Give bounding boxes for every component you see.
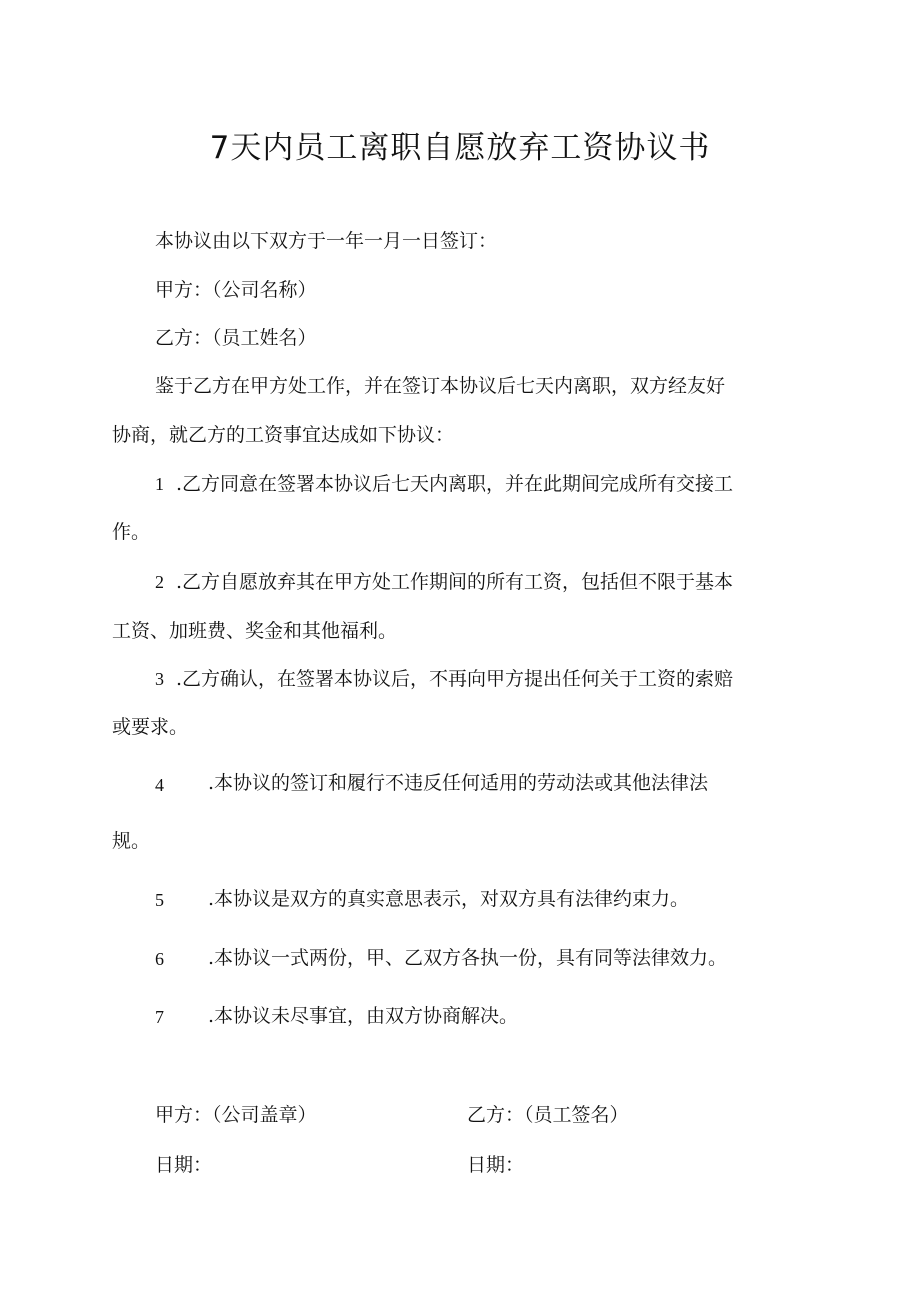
- signature-party-a: 甲方：（公司盖章）: [155, 1104, 317, 1126]
- date-party-b: 日期：: [467, 1154, 525, 1176]
- clause-text: .本协议的签订和履行不违反任何适用的劳动法或其他法律法: [208, 772, 709, 794]
- preamble-line-2: 协商，就乙方的工资事宜达成如下协议：: [112, 424, 455, 446]
- clause-number: 7: [155, 1007, 164, 1027]
- clause-number: 1: [155, 474, 164, 494]
- clause-text: .乙方同意在签署本协议后七天内离职，并在此期间完成所有交接工: [176, 473, 734, 495]
- clause-text-continued: 作。: [112, 521, 151, 543]
- clause-text-continued: 或要求。: [112, 716, 189, 738]
- clause-text: .乙方确认，在签署本协议后，不再向甲方提出任何关于工资的索赔: [176, 668, 734, 690]
- date-party-a: 日期：: [155, 1154, 213, 1176]
- clause-number: 2: [155, 572, 164, 592]
- clause-text: .本协议一式两份，甲、乙双方各执一份，具有同等法律效力。: [208, 947, 728, 969]
- clause-number: 4: [155, 775, 164, 795]
- clause-text: .乙方自愿放弃其在甲方处工作期间的所有工资，包括但不限于基本: [176, 571, 734, 593]
- preamble-line-1: 鉴于乙方在甲方处工作，并在签订本协议后七天内离职，双方经友好: [155, 375, 726, 397]
- clause-text-continued: 规。: [112, 830, 151, 852]
- clause-text-continued: 工资、加班费、奖金和其他福利。: [112, 620, 398, 642]
- party-a-line: 甲方：（公司名称）: [155, 279, 317, 301]
- party-b-line: 乙方：（员工姓名）: [155, 327, 317, 349]
- clause-number: 6: [155, 949, 164, 969]
- intro-text: 本协议由以下双方于一年一月一日签订：: [155, 230, 498, 252]
- clause-text: .本协议是双方的真实意思表示，对双方具有法律约束力。: [208, 888, 690, 910]
- signature-party-b: 乙方：（员工签名）: [467, 1104, 629, 1126]
- clause-text: .本协议未尽事宜，由双方协商解决。: [208, 1005, 519, 1027]
- clause-number: 3: [155, 669, 164, 689]
- page-title: 7天内员工离职自愿放弃工资协议书: [209, 130, 711, 166]
- clause-number: 5: [155, 890, 164, 910]
